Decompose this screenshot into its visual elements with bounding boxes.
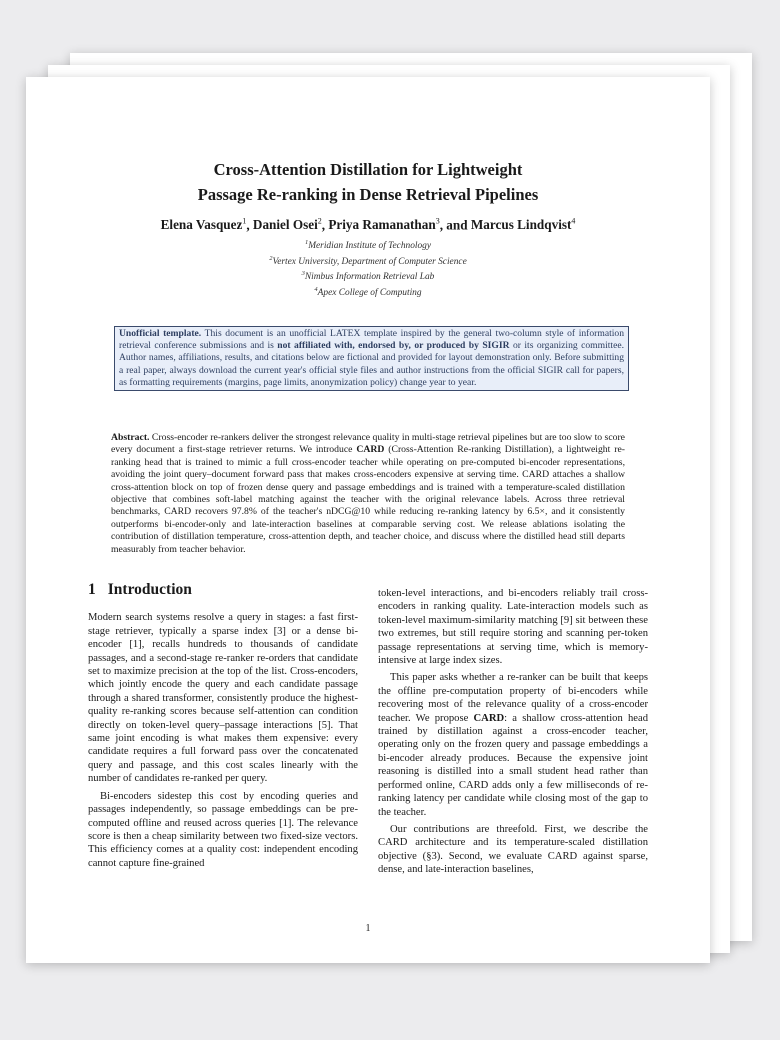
paragraph: Modern search systems resolve a query in stages: a fast first-stage retriever, typically a sparse index [3] or a dense bi-encoder [1], recalls hundreds to thousands of candidate passages, and a second-stage re-ranker re-orders that candidate set to maximize precision at the top of the list. Cross-encoders, which jointly encode the query and each candidate passage through a shared transformer, consistently produce the highest-quality re-ranking scores because self-attention can condition directly on token-level query–passage interactions [5]. That same joint encoding is what makes them expensive: every candidate requires a full forward pass over the concatenated query and passage, and this cost scales linearly with the number of candidates re-ranked per query. <box>88 612 358 785</box>
abstract <box>111 432 625 556</box>
paper-title <box>26 157 710 207</box>
author: Daniel Osei$^2$ <box>252 217 322 233</box>
paragraph: token-level interactions, and bi-encoders reliably trail cross-encoders in ranking quality. Late-interaction models such as token-level maximum-similarity matching [9] sit between these two extremes, but still require storing and scanning per-token passage representations at serving time, which is memory-intensive at large index sizes. <box>378 588 648 667</box>
paper-page <box>26 77 710 963</box>
left-column <box>88 583 358 870</box>
affiliation: $^2$Vertex University, Department of Computer Science <box>269 254 467 267</box>
affiliation: $^4$Apex College of Computing <box>314 285 422 298</box>
author: Marcus Lindqvist$^4$ <box>470 217 576 233</box>
abstract-label: Abstract. <box>111 432 150 443</box>
notice-text-cont: or its organizing committee. Author names, affiliations, results, and citations below are fictional and provided for layout demonstration only. Before submitting a real paper, always download the current year's official style files and author instructions from the official SIGIR call for papers, as formatting requirements (margins, page limits, anonymization policy) change year to year. <box>119 340 625 388</box>
notice-emphasis: not affiliated with, endorsed by, or produced by SIGIR <box>277 340 510 352</box>
paragraph: This paper asks whether a re-ranker can be built that keeps the offline pre-computation property of bi-encoders while recovering most of the relevance quality of a cross-encoder teacher. We propose CARD: a shallow cross-attention head trained by distillation against a cross-encoder teacher, operating only on the frozen query and passage embeddings a bi-encoder already produces. Because the expensive joint reasoning is distilled into a small student head rather than performed online, CARD adds only a few milliseconds of re-ranking latency per candidate while closing most of the gap to the teacher. <box>378 672 648 818</box>
page-number: 1 <box>365 923 371 934</box>
paragraph: Bi-encoders sidestep this cost by encoding queries and passages independently, so passage embeddings can be pre-computed offline and reused across queries [1]. The relevance score is then a cheap similarity between two fixed-size vectors. This efficiency comes at a quality cost: independent encoding cannot capture fine-grained <box>88 790 358 869</box>
title-line-2: Passage Re-ranking in Dense Retrieval Pipelines <box>197 185 539 204</box>
abstract-card-term: CARD <box>356 444 385 456</box>
abstract-text: Cross-encoder re-rankers deliver the strongest relevance quality in multi-stage retrieval pipelines but are too slow to score every document a first-stage retriever returns. We introduce <box>111 432 625 456</box>
notice-lead: Unofficial template. <box>119 328 202 339</box>
section-heading-introduction <box>88 583 358 596</box>
section-number: 1 <box>88 581 96 598</box>
section-title: Introduction <box>107 581 192 598</box>
author: Elena Vasquez$^1$ <box>160 217 247 233</box>
affiliation: $^3$Nimbus Information Retrieval Lab <box>301 270 435 283</box>
author-list: Elena Vasquez$^1$, Daniel Osei$^2$, Priya Ramanathan$^3$, and Marcus Lindqvist$^4$ <box>160 217 576 233</box>
title-line-1: Cross-Attention Distillation for Lightweight <box>213 160 523 179</box>
unofficial-template-notice <box>114 326 629 391</box>
paragraph: Our contributions are threefold. First, we describe the CARD architecture and its temperature-scaled distillation objective (§3). Second, we evaluate CARD against sparse, dense, and late-interaction baselines, <box>378 823 648 876</box>
author: Priya Ramanathan$^3$ <box>328 217 440 233</box>
notice-text: This document is an unofficial LATEX template inspired by the general two-column style of information retrieval conference submissions and is <box>119 328 625 352</box>
abstract-text-cont: (Cross-Attention Re-ranking Distillation), a lightweight re-ranking head that is trained to mimic a full cross-encoder teacher while operating on pre-computed bi-encoder representations, avoiding the joint query–document forward pass that makes cross-encoders expensive at serving time. CARD attaches a shallow cross-attention block on top of frozen dense query and passage embeddings and is trained with a temperature-scaled distillation objective that combines soft-label matching against the teacher with the original relevance labels. Across three retrieval benchmarks, CARD recovers 97.8% of the teacher's nDCG@10 while reducing re-ranking latency by 6.5×, and it consistently outperforms bi-encoder-only and late-interaction baselines at comparable serving cost. We release ablations isolating the contribution of distillation temperature, cross-attention depth, and teacher choice, and discuss where the distilled head still departs measurably from teacher behavior. <box>111 444 626 555</box>
affiliation: $^1$Meridian Institute of Technology <box>304 239 432 252</box>
right-column <box>378 587 648 877</box>
affiliation-list <box>26 237 710 300</box>
